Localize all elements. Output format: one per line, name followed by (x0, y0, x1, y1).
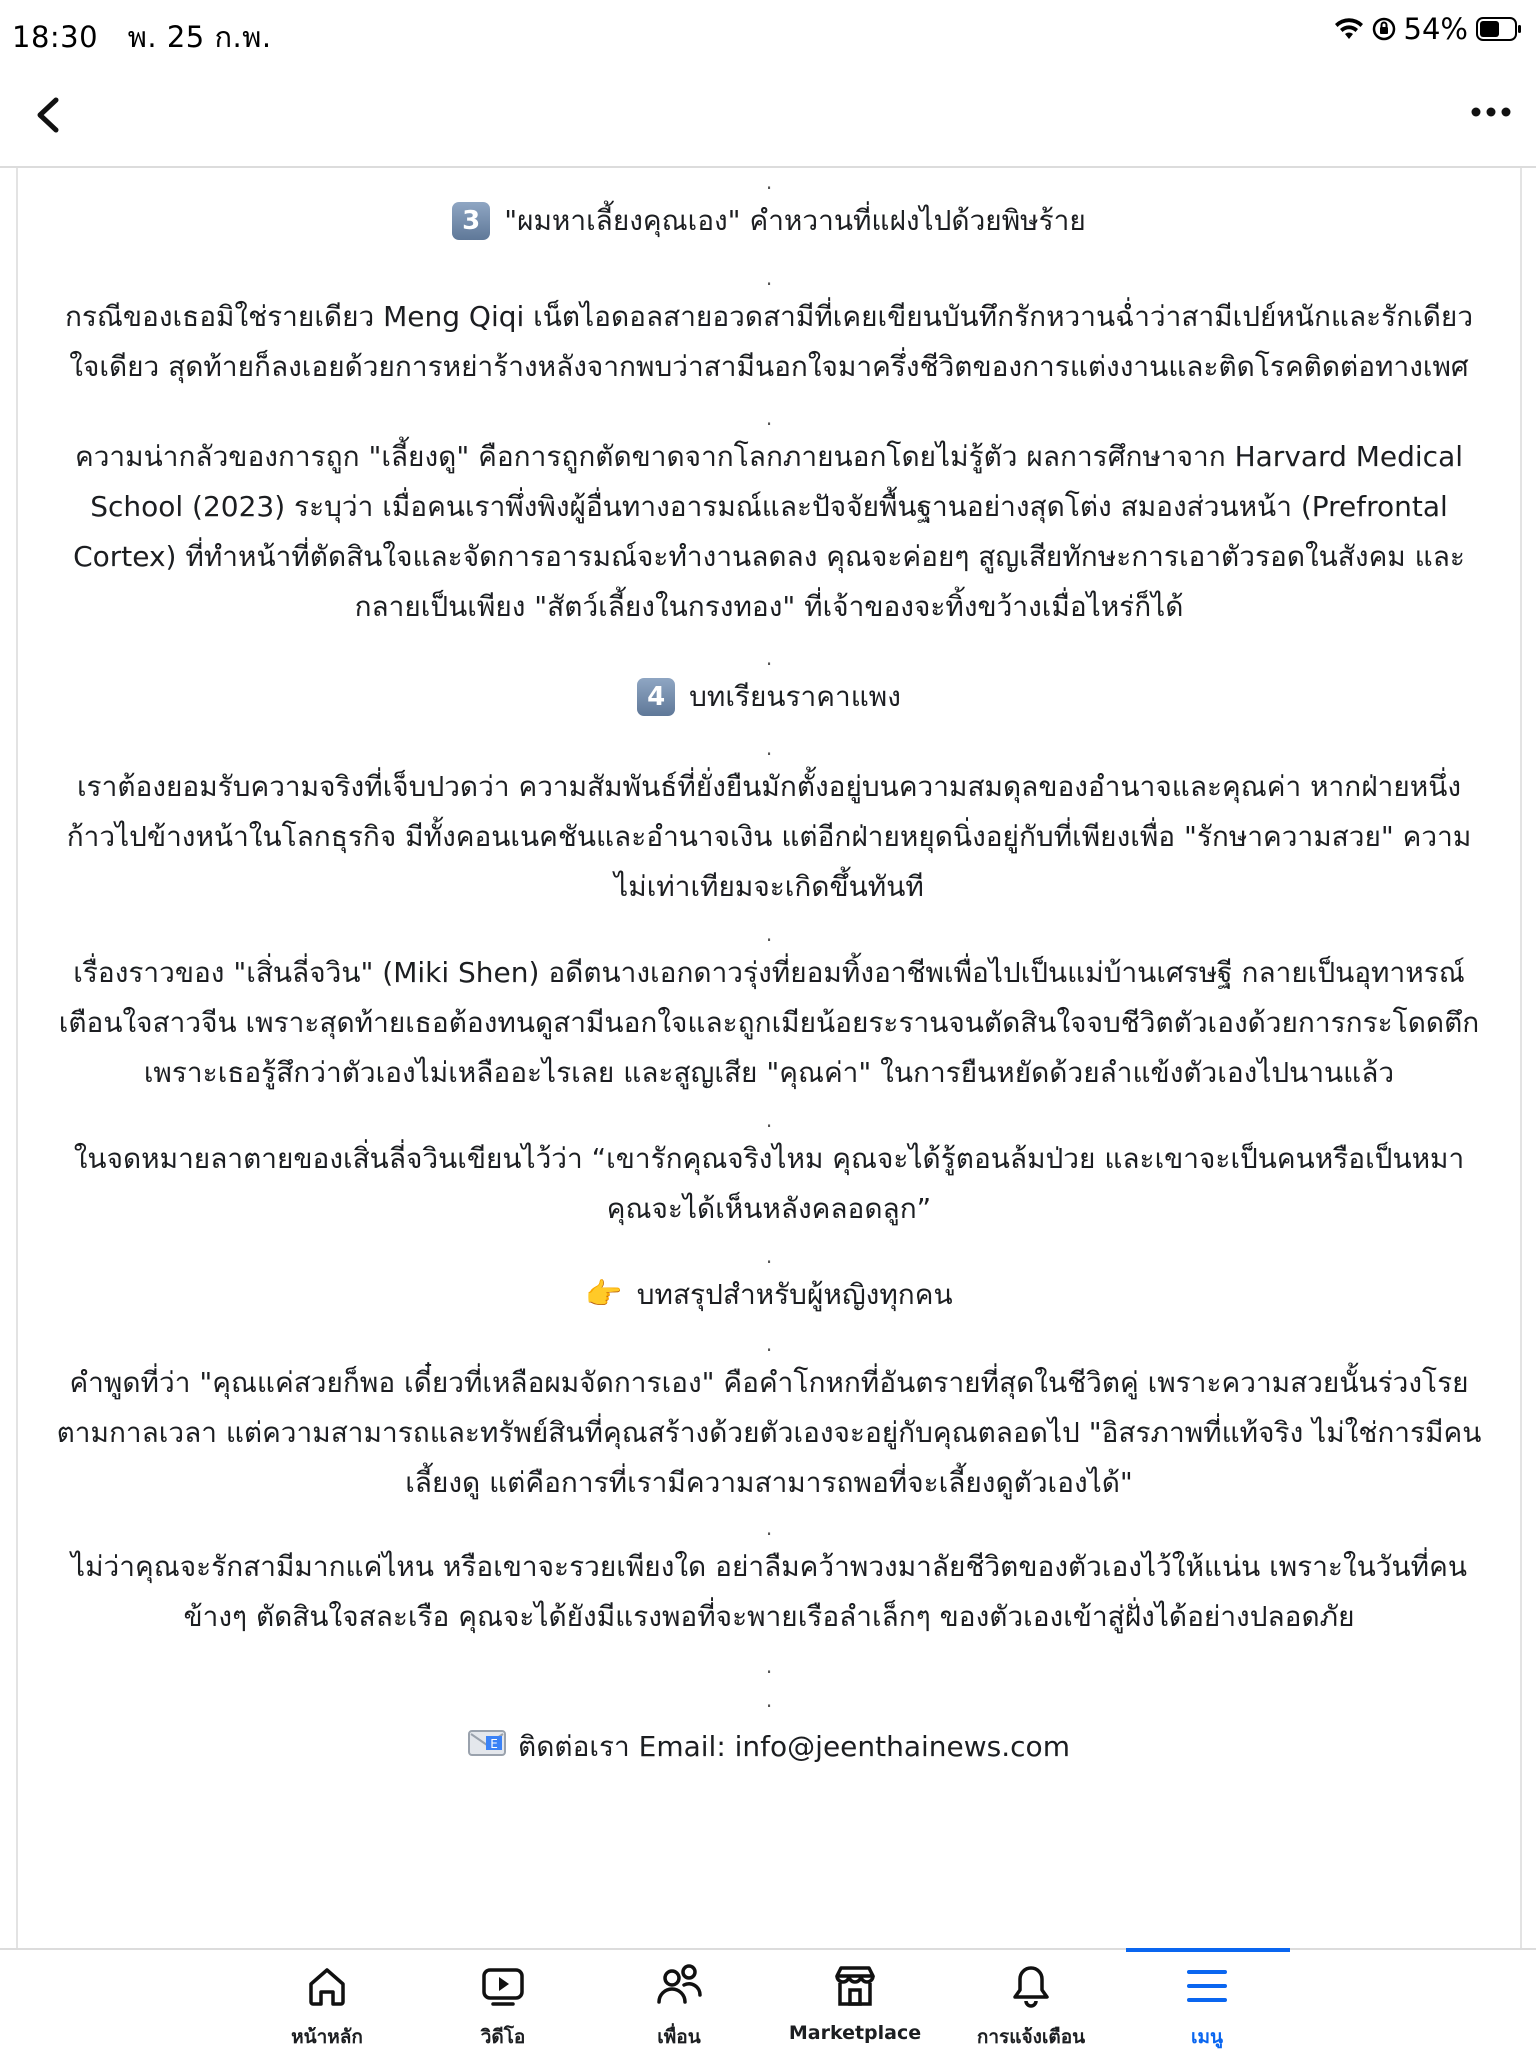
svg-text:E: E (490, 1737, 498, 1751)
tab-menu[interactable] (1132, 1950, 1282, 2050)
email-icon (468, 1723, 508, 1773)
separator-dot: . (765, 170, 773, 194)
status-date: พ. 25 ก.พ. (127, 20, 272, 54)
paragraph-suicide-letter: ในจดหมายลาตายของเสิ่นลี่จวินเขียนไว้ว่า “เขารักคุณจริงไหม คุณจะได้รู้ตอนล้มป่วย และเขาจะเป็นคนหรือเป็นหมา คุณจะได้เห็นหลังคลอดลูก” (73, 1142, 1465, 1225)
video-icon (479, 1962, 527, 2014)
paragraph-miki-shen: เรื่องราวของ "เสิ่นลี่จวิน" (Miki Shen) อดีตนางเอกดาวรุ่งที่ยอมทิ้งอาชีพเพื่อไปเป็นแม่บ้านเศรษฐี กลายเป็นอุทาหรณ์เตือนใจสาวจีน เพราะสุดท้ายเธอต้องทนดูสามีนอกใจและถูกเมียน้อยระรานจนตัดสินใจจบชีวิตตัวเองด้วยการกระโดดตึก เพราะเธอรู้สึกว่าตัวเองไม่เหลืออะไรเลย และสูญเสีย "คุณค่า" ในการยืนหยัดด้วยลำแข้งตัวเองไปนานแล้ว (58, 956, 1480, 1089)
separator-dot: . (765, 1332, 773, 1356)
tab-video-label: วิดีโอ (480, 2026, 526, 2048)
status-time: 18:30 (12, 20, 99, 54)
summary-title: บทสรุปสำหรับผู้หญิงทุกคน (636, 1278, 953, 1311)
section-3-title: "ผมหาเลี้ยงคุณเอง" คำหวานที่แฝงไปด้วยพิษร้าย (504, 204, 1086, 237)
tab-marketplace[interactable] (780, 1950, 930, 2050)
status-bar (0, 0, 1536, 62)
separator-dot: . (765, 1108, 773, 1132)
tab-marketplace-label: Marketplace (788, 2022, 922, 2044)
separator-dot: . (765, 736, 773, 760)
section-4-heading (18, 672, 1520, 722)
number-3-badge-icon: 3 (452, 202, 490, 240)
tab-home-label: หน้าหลัก (291, 2026, 363, 2048)
separator-dot: . (765, 646, 773, 670)
paragraph-steering-wheel: ไม่ว่าคุณจะรักสามีมากแค่ไหน หรือเขาจะรวยเพียงใด อย่าลืมคว้าพวงมาลัยชีวิตของตัวเองไว้ให้แน่น เพราะในวันที่คนข้างๆ ตัดสินใจสละเรือ คุณจะได้ยังมีแรงพอที่จะพายเรือลำเล็กๆ ของตัวเองเข้าสู่ฝั่งได้อย่างปลอดภัย (71, 1550, 1467, 1633)
status-datetime (12, 14, 272, 60)
friends-icon (654, 1962, 704, 2014)
tab-menu-label: เมนู (1190, 2026, 1223, 2048)
battery-icon (1476, 16, 1522, 42)
contact-email-text[interactable]: ติดต่อเรา Email: info@jeenthainews.com (518, 1730, 1070, 1763)
chevron-left-icon (30, 123, 70, 142)
rotation-lock-icon (1372, 17, 1396, 41)
separator-dot: . (765, 922, 773, 946)
section-3-heading (18, 196, 1520, 246)
tab-notifications-label: การแจ้งเตือน (976, 2026, 1086, 2048)
more-options-button[interactable] (1468, 102, 1514, 122)
tab-home[interactable] (252, 1950, 402, 2050)
paragraph-power-balance: เราต้องยอมรับความจริงที่เจ็บปวดว่า ความสัมพันธ์ที่ยั่งยืนมักตั้งอยู่บนความสมดุลของอำนาจและคุณค่า หากฝ่ายหนึ่งก้าวไปข้างหน้าในโลกธุรกิจ มีทั้งคอนเนคชันและอำนาจเงิน แต่อีกฝ่ายหยุดนิ่งอยู่กับที่เพียงเพื่อ "รักษาความสวย" ความไม่เท่าเทียมจะเกิดขึ้นทันที (66, 770, 1472, 903)
separator-dot: . (765, 1654, 773, 1678)
paragraph-meng-qiqi: กรณีของเธอมิใช่รายเดียว Meng Qiqi เน็ตไอดอลสายอวดสามีที่เคยเขียนบันทึกรักหวานฉ่ำว่าสามีเปย์หนักและรักเดียวใจเดียว สุดท้ายก็ลงเอยด้วยการหย่าร้างหลังจากพบว่าสามีนอกใจมาครึ่งชีวิตของการแต่งงานและติดโรคติดต่อทางเพศ (64, 300, 1474, 383)
separator-dot: . (765, 1244, 773, 1268)
home-icon (303, 1962, 351, 2014)
back-button[interactable] (30, 92, 70, 138)
pointing-hand-icon: 👉 (585, 1277, 623, 1312)
separator-dot: . (765, 266, 773, 290)
paragraph-harvard-study: ความน่ากลัวของการถูก "เลี้ยงดู" คือการถูกตัดขาดจากโลกภายนอกโดยไม่รู้ตัว ผลการศึกษาจาก Harvard Medical School (2023) ระบุว่า เมื่อคนเราพึ่งพิงผู้อื่นทางอารมณ์และปัจจัยพื้นฐานอย่างสุดโต่ง สมองส่วนหน้า (Prefrontal Cortex) ที่ทำหน้าที่ตัดสินใจและจัดการอารมณ์จะทำงานลดลง คุณจะค่อยๆ สูญเสียทักษะการเอาตัวรอดในสังคม และกลายเป็นเพียง "สัตว์เลี้ยงในกรงทอง" ที่เจ้าของจะทิ้งขว้างเมื่อไหร่ก็ได้ (73, 440, 1465, 623)
tab-friends[interactable] (604, 1950, 754, 2050)
contact-line (18, 1722, 1520, 1773)
top-nav-bar (0, 62, 1536, 168)
ellipsis-icon (1468, 107, 1514, 126)
separator-dot: . (765, 1688, 773, 1712)
marketplace-icon (831, 1962, 879, 2014)
number-4-badge-icon: 4 (637, 678, 675, 716)
menu-icon (1183, 1962, 1231, 2014)
tab-friends-label: เพื่อน (657, 2026, 701, 2048)
separator-dot: . (765, 1516, 773, 1540)
bell-icon (1007, 1962, 1055, 2014)
post-content (16, 168, 1522, 1948)
bottom-tab-bar (0, 1948, 1536, 2050)
paragraph-just-be-pretty: คำพูดที่ว่า "คุณแค่สวยก็พอ เดี๋ยวที่เหลือผมจัดการเอง" คือคำโกหกที่อันตรายที่สุดในชีวิตคู่ เพราะความสวยนั้นร่วงโรยตามกาลเวลา แต่ความสามารถและทรัพย์สินที่คุณสร้างด้วยตัวเองจะอยู่กับคุณตลอดไป "อิสรภาพที่แท้จริง ไม่ใช่การมีคนเลี้ยงดู แต่คือการที่เรามีความสามารถพอที่จะเลี้ยงดูตัวเองได้" (56, 1366, 1482, 1499)
tab-video[interactable] (428, 1950, 578, 2050)
section-4-title: บทเรียนราคาแพง (689, 680, 901, 713)
tab-notifications[interactable] (956, 1950, 1106, 2050)
wifi-icon (1334, 17, 1364, 41)
summary-heading (18, 1270, 1520, 1320)
battery-percent: 54% (1403, 12, 1468, 46)
status-indicators (1334, 12, 1522, 46)
separator-dot: . (765, 406, 773, 430)
